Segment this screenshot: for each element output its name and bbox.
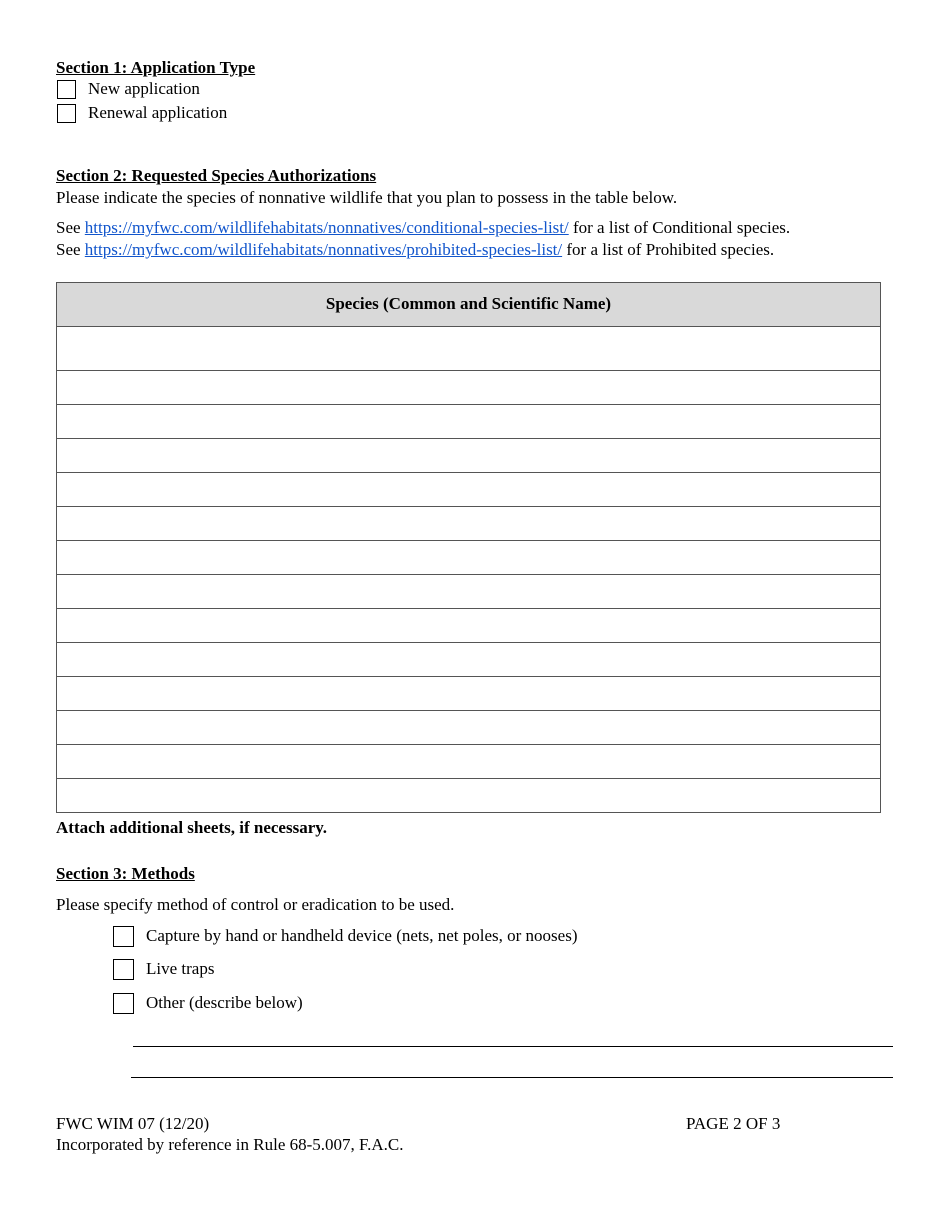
live-traps-checkbox[interactable] bbox=[113, 959, 134, 980]
other-description-line-1[interactable] bbox=[133, 1046, 893, 1047]
species-entry-cell[interactable] bbox=[57, 745, 881, 779]
capture-by-hand-checkbox[interactable] bbox=[113, 926, 134, 947]
renewal-application-label: Renewal application bbox=[88, 103, 228, 122]
other-checkbox[interactable] bbox=[113, 993, 134, 1014]
option-new-application[interactable] bbox=[57, 79, 200, 99]
species-entry-cell[interactable] bbox=[57, 371, 881, 405]
species-table-header: Species (Common and Scientific Name) bbox=[57, 283, 881, 327]
species-entry-cell[interactable] bbox=[57, 779, 881, 813]
species-entry-cell[interactable] bbox=[57, 609, 881, 643]
option-renewal-application[interactable] bbox=[57, 103, 227, 123]
method-live-traps[interactable] bbox=[113, 959, 214, 980]
footer-form-id: FWC WIM 07 (12/20) bbox=[56, 1114, 210, 1133]
section3-heading: Section 3: Methods bbox=[56, 864, 195, 883]
method-capture-by-hand[interactable] bbox=[113, 926, 578, 947]
species-entry-cell[interactable] bbox=[57, 439, 881, 473]
species-entry-cell[interactable] bbox=[57, 541, 881, 575]
prohibited-species-line bbox=[56, 240, 774, 260]
species-entry-cell[interactable] bbox=[57, 473, 881, 507]
species-entry-cell[interactable] bbox=[57, 405, 881, 439]
capture-by-hand-label: Capture by hand or handheld device (nets, net poles, or nooses) bbox=[146, 926, 578, 946]
footer-rule-reference: Incorporated by reference in Rule 68-5.007, F.A.C. bbox=[56, 1135, 404, 1154]
prohibited-species-link[interactable]: https://myfwc.com/wildlifehabitats/nonnatives/prohibited-species-list/ bbox=[84, 240, 563, 259]
conditional-suffix: for a list of Conditional species. bbox=[568, 218, 791, 237]
species-entry-cell[interactable] bbox=[57, 711, 881, 745]
method-other[interactable] bbox=[113, 993, 303, 1014]
species-entry-cell[interactable] bbox=[57, 643, 881, 677]
prohibited-suffix: for a list of Prohibited species. bbox=[562, 240, 775, 259]
renewal-application-checkbox[interactable] bbox=[57, 104, 76, 123]
live-traps-label: Live traps bbox=[146, 959, 215, 979]
species-entry-cell[interactable] bbox=[57, 677, 881, 711]
species-entry-cell[interactable] bbox=[57, 507, 881, 541]
attach-sheets-note: Attach additional sheets, if necessary. bbox=[56, 818, 328, 837]
species-entry-cell[interactable] bbox=[57, 327, 881, 371]
footer-page-number: PAGE 2 OF 3 bbox=[686, 1114, 781, 1133]
prohibited-prefix: See bbox=[56, 240, 85, 259]
section2-heading: Section 2: Requested Species Authorizations bbox=[56, 166, 377, 185]
species-table bbox=[56, 282, 881, 813]
other-description-line-2[interactable] bbox=[131, 1077, 893, 1078]
new-application-checkbox[interactable] bbox=[57, 80, 76, 99]
conditional-prefix: See bbox=[56, 218, 85, 237]
other-label: Other (describe below) bbox=[146, 993, 303, 1013]
section3-instruction: Please specify method of control or eradication to be used. bbox=[56, 895, 455, 914]
new-application-label: New application bbox=[88, 79, 200, 98]
species-entry-cell[interactable] bbox=[57, 575, 881, 609]
conditional-species-line bbox=[56, 218, 790, 238]
section1-heading: Section 1: Application Type bbox=[56, 58, 256, 77]
section2-instruction: Please indicate the species of nonnative wildlife that you plan to possess in the table below. bbox=[56, 188, 678, 207]
conditional-species-link[interactable]: https://myfwc.com/wildlifehabitats/nonnatives/conditional-species-list/ bbox=[84, 218, 569, 237]
